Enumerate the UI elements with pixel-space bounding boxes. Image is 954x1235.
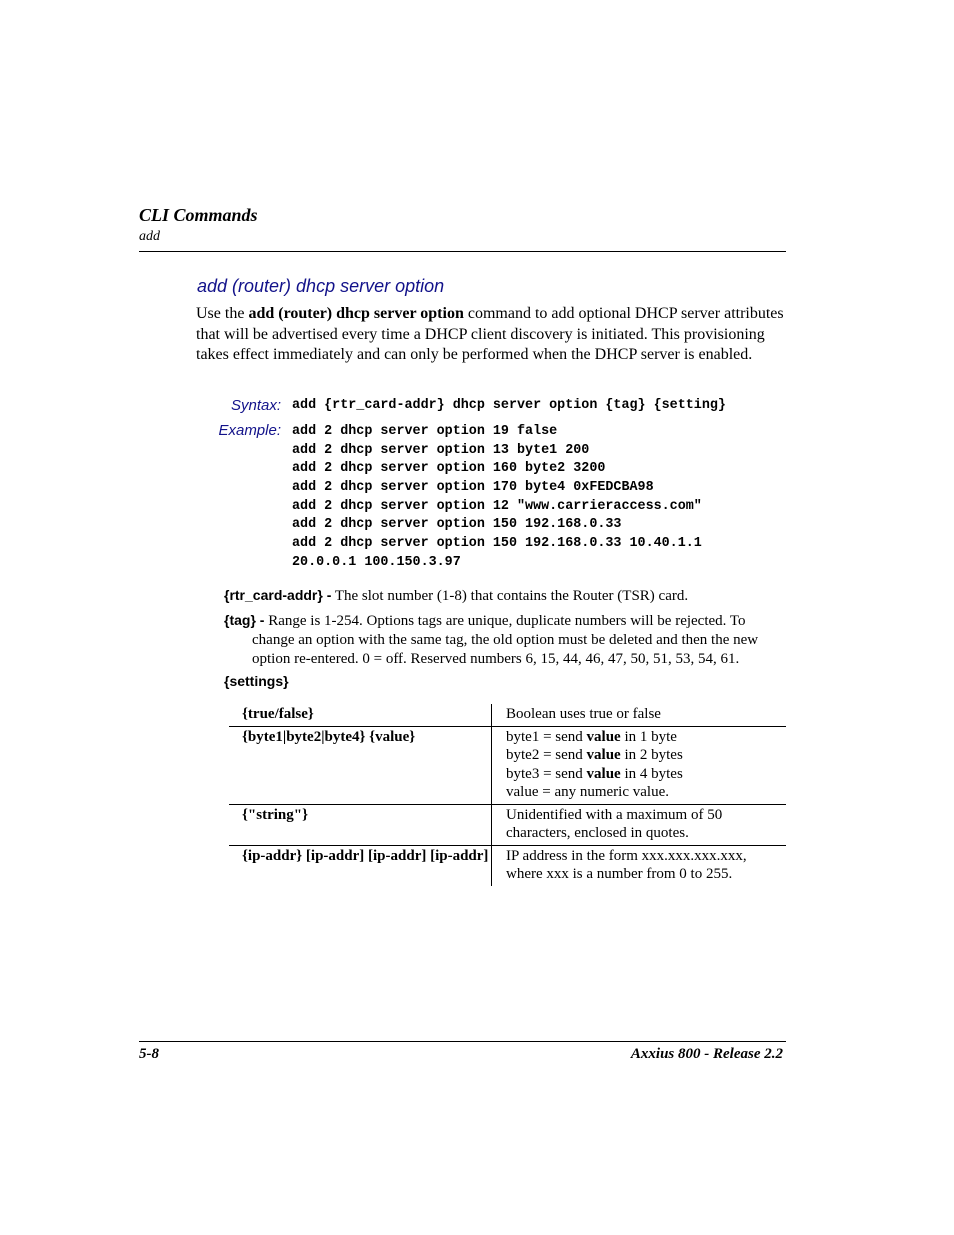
- value-text: in 1 byte: [620, 728, 677, 745]
- param-name: {rtr_card-addr} -: [224, 587, 332, 603]
- syntax-label: Syntax:: [230, 397, 281, 414]
- example-line: add 2 dhcp server option 170 byte4 0xFEDCBA98: [292, 480, 654, 496]
- example-line: add 2 dhcp server option 150 192.168.0.33: [292, 517, 622, 533]
- table-value: [492, 804, 787, 845]
- value-line: value = any numeric value.: [506, 784, 669, 800]
- table-key: {ip-addr} [ip-addr] [ip-addr] [ip-addr]: [229, 845, 492, 886]
- value-keyword: value: [586, 728, 621, 745]
- running-header-subtitle: add: [139, 229, 160, 244]
- intro-command: add (router) dhcp server option: [248, 305, 464, 322]
- example-line: add 2 dhcp server option 160 byte2 3200: [292, 461, 606, 477]
- intro-suffix: command to add optional DHCP server attributes that will be advertised every time a DHCP client discovery is initiated. This provisioning takes effect immediately and can only be performed when the DHCP server is enabled.: [196, 305, 784, 363]
- footer-product: Axxius 800 - Release 2.2: [630, 1046, 783, 1062]
- value-text: in 2 bytes: [620, 747, 683, 763]
- table-row: [229, 704, 786, 726]
- value-keyword: value: [586, 765, 621, 782]
- example-line: add 2 dhcp server option 13 byte1 200: [292, 442, 590, 458]
- param-desc-continued: change an option with the same tag, the old option must be deleted and then the new option re-entered. 0 = off. Reserved numbers 6, 15, 44, 46, 47, 50, 51, 53, 54, 61.: [252, 632, 759, 667]
- table-key: {true/false}: [229, 704, 492, 726]
- param-tag: [224, 611, 784, 669]
- example-line: add 2 dhcp server option 19 false: [292, 424, 558, 439]
- syntax-code: add {rtr_card-addr} dhcp server option {tag} {setting}: [292, 398, 726, 413]
- intro-paragraph: [196, 304, 786, 366]
- table-value: [492, 845, 787, 886]
- param-desc: Range is 1-254. Options tags are unique, duplicate numbers will be rejected. To: [264, 613, 746, 629]
- table-value: [492, 704, 787, 726]
- example-label: Example:: [218, 422, 281, 439]
- example-line: add 2 dhcp server option 150 192.168.0.33 10.40.1.1: [292, 536, 702, 552]
- value-line: [506, 728, 786, 747]
- value-line: where xxx is a number from 0 to 255.: [506, 866, 733, 882]
- value-line: Boolean uses true or false: [506, 706, 661, 722]
- page-number: 5-8: [139, 1046, 159, 1062]
- section-title: add (router) dhcp server option: [197, 276, 445, 296]
- intro-prefix: Use the: [196, 305, 249, 322]
- example-line: 20.0.0.1 100.150.3.97: [292, 554, 461, 570]
- table-row: [229, 726, 786, 804]
- param-rtr-card-addr: [224, 586, 784, 606]
- header-rule: [139, 251, 786, 252]
- value-text: in 4 bytes: [620, 765, 683, 782]
- value-line: Unidentified with a maximum of 50: [506, 806, 723, 823]
- settings-table: [229, 704, 786, 886]
- value-text: byte3 = send: [506, 765, 587, 782]
- value-text: byte1 = send: [506, 728, 587, 745]
- settings-label: {settings}: [224, 673, 289, 689]
- table-row: [229, 845, 786, 886]
- value-line: [506, 765, 786, 784]
- param-name: {tag} -: [224, 612, 265, 628]
- value-line: [506, 746, 786, 765]
- example-line: add 2 dhcp server option 12 "www.carrieraccess.com": [292, 498, 702, 514]
- table-key: {"string"}: [229, 804, 492, 845]
- value-line: IP address in the form xxx.xxx.xxx.xxx,: [506, 847, 747, 864]
- running-header-title: CLI Commands: [139, 205, 258, 225]
- value-line: characters, enclosed in quotes.: [506, 825, 689, 841]
- table-row: [229, 804, 786, 845]
- value-text: byte2 = send: [506, 747, 587, 763]
- value-keyword: value: [586, 747, 621, 763]
- table-key: {byte1|byte2|byte4} {value}: [229, 726, 492, 804]
- param-desc: The slot number (1-8) that contains the Router (TSR) card.: [331, 588, 689, 604]
- footer-rule: [139, 1041, 786, 1042]
- table-value: [492, 726, 787, 804]
- example-code-block: [292, 423, 702, 573]
